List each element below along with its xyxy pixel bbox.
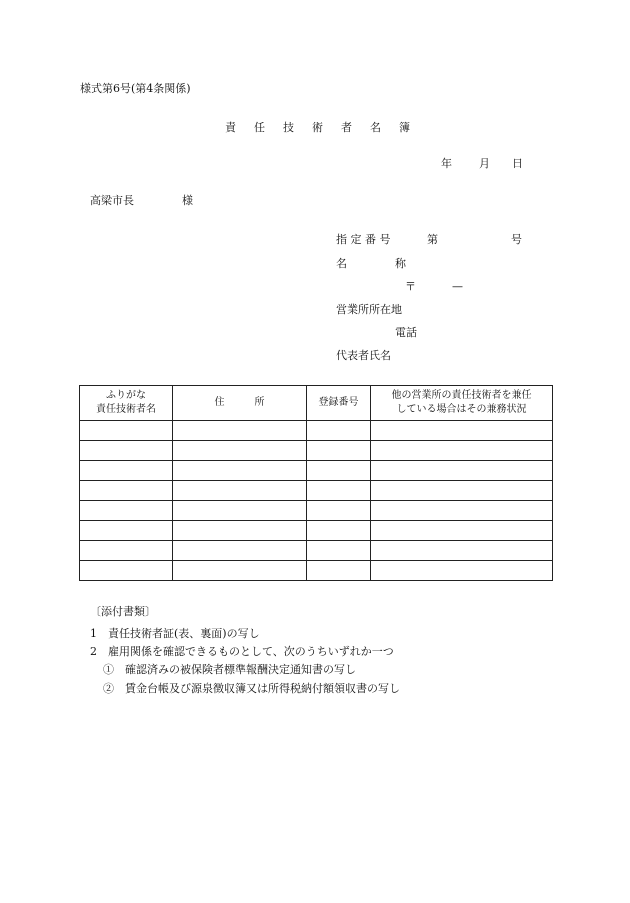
- table-cell[interactable]: [307, 461, 371, 481]
- table-cell[interactable]: [307, 561, 371, 581]
- table-cell[interactable]: [371, 421, 553, 441]
- address-label: 営業所所在地: [336, 303, 402, 316]
- title-char: 名: [370, 121, 381, 134]
- table-cell[interactable]: [371, 541, 553, 561]
- table-body: [80, 421, 553, 581]
- designation-prefix: 第: [427, 233, 438, 246]
- header-name: ふりがな 責任技術者名: [80, 386, 173, 421]
- attachment-item-2: 2 雇用関係を確認できるものとして、次のうちいずれか一つ: [90, 645, 394, 658]
- phone-label: 電話: [395, 326, 417, 339]
- table-cell[interactable]: [173, 541, 307, 561]
- table-cell[interactable]: [307, 541, 371, 561]
- table-cell[interactable]: [307, 421, 371, 441]
- table-row: [80, 501, 553, 521]
- attachments-heading: 〔添付書類〕: [90, 605, 156, 618]
- postal-dash: —: [452, 280, 463, 293]
- table-cell[interactable]: [371, 481, 553, 501]
- table-cell[interactable]: [80, 521, 173, 541]
- table-row: [80, 481, 553, 501]
- table-cell[interactable]: [173, 441, 307, 461]
- table-header-row: [80, 386, 553, 421]
- table-row: [80, 521, 553, 541]
- table-cell[interactable]: [80, 481, 173, 501]
- table-cell[interactable]: [371, 521, 553, 541]
- table-row: [80, 461, 553, 481]
- designation-label: 指 定 番 号: [336, 233, 391, 246]
- date-month: 月: [479, 157, 490, 170]
- form-number: 様式第6号(第4条関係): [80, 82, 191, 95]
- header-registration-number: 登録番号: [307, 386, 371, 421]
- attachment-sub-1: ① 確認済みの被保険者標準報酬決定通知書の写し: [103, 663, 356, 676]
- addressee-name: 高梁市長: [90, 194, 134, 207]
- title-char: 術: [312, 121, 323, 134]
- table-cell[interactable]: [80, 421, 173, 441]
- table-cell[interactable]: [173, 561, 307, 581]
- technician-roster-table: [79, 385, 553, 581]
- table-cell[interactable]: [307, 501, 371, 521]
- header-concurrent-status: 他の営業所の責任技術者を兼任 している場合はその兼務状況: [371, 386, 553, 421]
- table-cell[interactable]: [371, 561, 553, 581]
- page-title: [225, 121, 410, 135]
- date-year: 年: [441, 157, 452, 170]
- attachment-sub-2: ② 賃金台帳及び源泉徴収簿又は所得税納付額領収書の写し: [103, 682, 400, 695]
- title-char: 簿: [399, 121, 410, 134]
- attachment-item-1: 1 責任技術者証(表、裏面)の写し: [90, 627, 260, 640]
- title-char: 技: [283, 121, 294, 134]
- table-row: [80, 421, 553, 441]
- table-cell[interactable]: [80, 561, 173, 581]
- representative-label: 代表者氏名: [336, 349, 391, 362]
- table-cell[interactable]: [307, 441, 371, 461]
- table-row: [80, 441, 553, 461]
- table-cell[interactable]: [173, 481, 307, 501]
- header-address: 住 所: [173, 386, 307, 421]
- table-cell[interactable]: [80, 441, 173, 461]
- postal-mark: 〒: [405, 280, 416, 293]
- table-cell[interactable]: [371, 461, 553, 481]
- table-cell[interactable]: [173, 501, 307, 521]
- table-row: [80, 561, 553, 581]
- table-cell[interactable]: [173, 461, 307, 481]
- name-label-1: 名: [336, 257, 347, 270]
- title-char: 任: [254, 121, 265, 134]
- table-cell[interactable]: [173, 521, 307, 541]
- table-cell[interactable]: [307, 521, 371, 541]
- table-cell[interactable]: [371, 501, 553, 521]
- designation-suffix: 号: [511, 233, 522, 246]
- table-cell[interactable]: [80, 461, 173, 481]
- name-label-2: 称: [395, 257, 406, 270]
- title-char: 責: [225, 121, 236, 134]
- table-cell[interactable]: [307, 481, 371, 501]
- table-cell[interactable]: [371, 441, 553, 461]
- table-cell[interactable]: [80, 501, 173, 521]
- table-row: [80, 541, 553, 561]
- date-day: 日: [512, 157, 523, 170]
- table-cell[interactable]: [173, 421, 307, 441]
- title-char: 者: [341, 121, 352, 134]
- table-cell[interactable]: [80, 541, 173, 561]
- addressee-honorific: 様: [182, 194, 193, 207]
